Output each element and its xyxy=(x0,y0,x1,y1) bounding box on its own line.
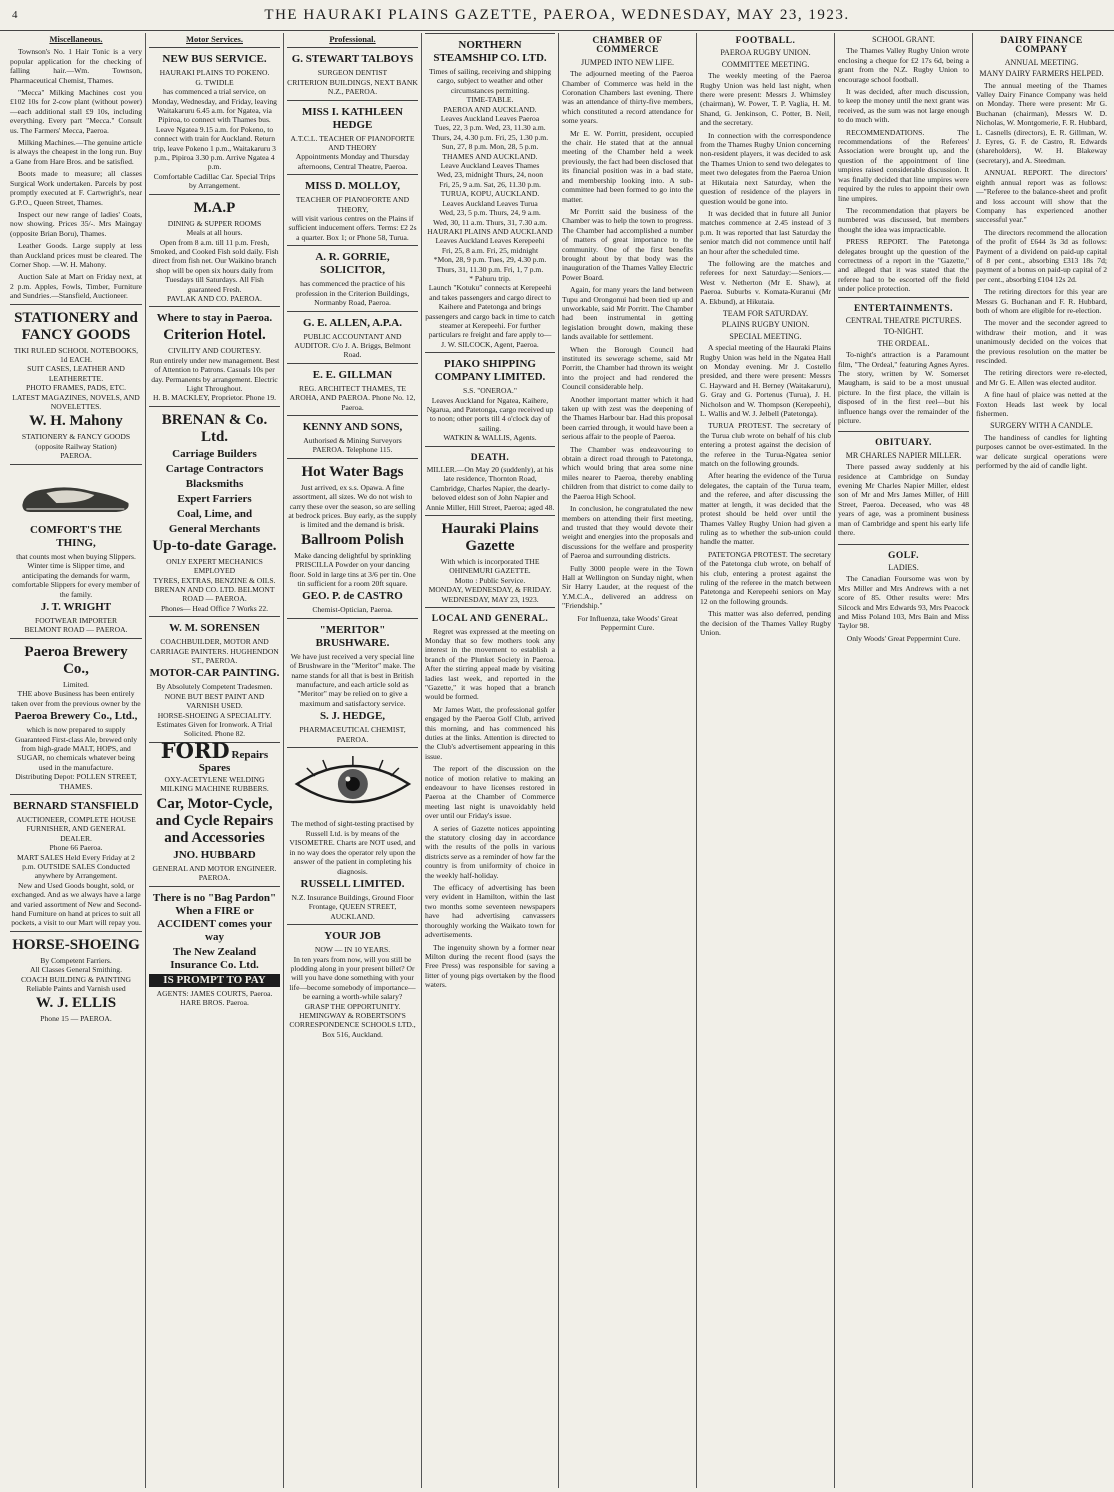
classified-item: Boots made to measure; all classes Surgical Work undertaken. Parcels by post promptly executed at F. Cartwright's, near G.P.O., Queen Street, Thames. xyxy=(10,169,142,207)
ad-text: New and Used Goods bought, sold, or exchanged. And as we always have a large and varied assortment of New and Second-hand Furniture on hand at prices to suit all pockets, a visit to our Mart will repay you. xyxy=(10,880,142,928)
ad-headline: COMFORT'S THE THING, xyxy=(29,524,122,550)
ad-line: TIKI RULED SCHOOL NOTEBOOKS, 1d EACH. xyxy=(13,345,139,364)
route-line: * Pahuru trip. xyxy=(469,273,511,283)
article-paragraph: It was decided that in future all Junior matches commence at 2.45 instead of 3 p.m. It was reported that last Saturday the senior match did not commence until half an hour after the scheduled time. xyxy=(700,208,831,256)
ad-line: Chemist-Optician, Paeroa. xyxy=(312,605,393,615)
accountant-card xyxy=(287,311,418,363)
article-paragraph: The following are the matches and referees for next Saturday:—Seniors.—West v. Netherton (Mr E. Shaw), at Paeroa. Suburbs v. Komata-Kuranui (Mr A. Ekbund), at Hikutaia. xyxy=(700,258,831,306)
piano-teacher-card xyxy=(287,174,418,245)
hot-water-bags-ad xyxy=(287,458,418,618)
article-heading: DAIRY FINANCE COMPANY xyxy=(1000,36,1083,56)
masthead-title: THE HAURAKI PLAINS GAZETTE, PAEROA, WEDNESDAY, MAY 23, 1923. xyxy=(264,7,850,23)
ad-headline: BRENAN & Co. Ltd. xyxy=(161,411,268,445)
ad-text: Appointments Monday and Thursday afternoons, Central Theatre, Paeroa. xyxy=(295,152,410,171)
ad-line: AUCTIONEER, COMPLETE HOUSE FURNISHER, AND GENERAL DEALER. xyxy=(16,814,136,843)
ad-text: that counts most when buying Slippers. Winter time is Slipper time, and anticipating the demands for warm, comfortable Slippers for every member of the family. xyxy=(12,552,140,599)
route-line: *Mon, 28, 9 p.m. Tues, 29, 4.30 p.m. xyxy=(433,255,547,265)
gazette-subtitle: With which is incorporated THE OHINEMURI GAZETTE. xyxy=(440,557,540,576)
ad-text: Open from 8 a.m. till 11 p.m. Fresh, Smoked, and Cooked Fish sold daily. Fish direct from fish net. Our Waikino branch shop will be open six hours daily from Tuesdays till Saturdays. All Fish guaranteed Fresh. xyxy=(150,237,279,294)
ad-line: PUBLIC ACCOUNTANT AND AUDITOR. C/o J. A. Briggs, Belmont Road. xyxy=(294,331,411,360)
article-subheading: SURGERY WITH A CANDLE. xyxy=(990,421,1093,431)
article-subheading: SCHOOL GRANT. xyxy=(872,35,935,44)
article-paragraph: Mr James Watt, the professional golfer engaged by the Paeroa Golf Club, arrived this morning, and has commenced his duties at the links. Attention is directed to the Club's advertisement appearing in this issue. xyxy=(425,704,555,761)
criterion-hotel-ad xyxy=(149,306,280,405)
ad-line: NOW — IN 10 YEARS. xyxy=(314,945,391,955)
ad-line: SUIT CASES, LEATHER AND LEATHERETTE. xyxy=(27,364,125,383)
article-paragraph: ANNUAL REPORT. The directors' eighth annual report was as follows:—"Referee to the balance-sheet and profit and loss account will show that the Company has experienced another successful year." xyxy=(976,168,1107,225)
ad-name: KENNY AND SONS, xyxy=(302,420,403,433)
ad-line: Carriage Builders xyxy=(172,447,257,460)
section-heading: Miscellaneous. xyxy=(49,34,103,44)
ad-name: G. TWIDLE xyxy=(195,77,234,87)
article-subheading: MR CHARLES NAPIER MILLER. xyxy=(845,450,962,460)
article-subheading: TEAM FOR SATURDAY. xyxy=(722,308,809,318)
ad-headline: NORTHERN STEAMSHIP CO. LTD. xyxy=(433,39,547,64)
route-line: Fri, 25, 9 a.m. Sat, 26, 11.30 p.m. xyxy=(439,179,541,189)
article-footer: For Influenza, take Woods' Great Peppermint Cure. xyxy=(577,613,678,632)
ad-headline: HORSE-SHOEING xyxy=(12,936,140,953)
surveyor-card xyxy=(287,415,418,458)
article-subheading: TO-NIGHT. xyxy=(883,327,924,337)
ad-text: which is now prepared to supply Guaranteed First-class Ale, brewed only from high-grade MALT, HOPS, and SUGAR, no chemicals whatever being used in the manufacture. xyxy=(14,725,138,772)
classified-item: Inspect our new range of ladies' Coats, now showing. Prices 35/-. Mrs Maingay (opposite Brian Boru), Thames. xyxy=(10,209,142,238)
article-paragraph: The Canadian Foursome was won by Mrs Miller and Mrs Andrews with a net score of 85. Other results were: Mrs Silcock and Mrs Edwards 93, Mrs Peacock and Miss Poland 103, Mrs Bain and Miss Taylor 98. xyxy=(838,574,969,631)
route-line: Sun, 27, 8 p.m. Mon, 28, 5 p.m. xyxy=(441,142,539,152)
correspondence-school-ad xyxy=(287,924,418,1042)
ad-line: CRITERION BUILDINGS, NEXT BANK N.Z., PAEROA. xyxy=(287,77,418,97)
classified-item: "Mecca" Milking Machines cost you £102 10s for 2-cow plant (without power)—each additional stall £9 10s, including everything. Every part "Mecca." Consult us. The Farmers' Mecca, Paeroa. xyxy=(10,88,142,135)
ad-line: Blacksmiths xyxy=(185,477,244,490)
ad-line: N.Z. Insurance Buildings, Ground Floor Frontage, QUEEN STREET, AUCKLAND. xyxy=(291,892,414,921)
ad-name: GEO. P. de CASTRO xyxy=(302,590,403,603)
ad-name: S. J. HEDGE, xyxy=(319,710,386,723)
column-football xyxy=(697,33,834,1488)
ad-line: HORSE-SHOEING A SPECIALITY. xyxy=(157,710,272,720)
ad-headline: Up-to-date Garage. xyxy=(152,537,277,554)
gazette-motto: Motto : Public Service. xyxy=(454,575,526,585)
ad-text: Times of sailing, receiving and shipping cargo, subject to weather and other circumstances permitting. xyxy=(428,67,552,95)
article-paragraph: The retiring directors were re-elected, and Mr G. E. Allen was elected auditor. xyxy=(976,368,1107,387)
ad-line: (opposite Railway Station) xyxy=(35,441,117,451)
article-paragraph: The weekly meeting of the Paeroa Rugby Union was held last night, when there were present: Messrs J. Whimsley (chairman), W. Power, T. P. Vaglia, H. M. Shand, G. Jenkinson, C. Potter, B. Neil, and the secretary. xyxy=(700,71,831,128)
ad-line: MOTOR-CAR PAINTING. xyxy=(149,667,280,680)
article-paragraph: The Thames Valley Rugby Union wrote enclosing a cheque for £2 17s 6d, being a grant from the N.Z. Rugby Union to encourage school football. xyxy=(838,46,969,84)
ad-headline: Car, Motor-Cycle, and Cycle Repairs and Accessories xyxy=(155,795,274,846)
ford-logo: FORD xyxy=(160,737,230,763)
column-motor-services xyxy=(146,33,283,1488)
article-paragraph: A fine haul of plaice was netted at the Foxton Heads last week by local fishermen. xyxy=(976,390,1107,419)
ad-name: Paeroa Brewery Co., Ltd., xyxy=(14,710,138,723)
ad-line: PHARMACEUTICAL CHEMIST, PAEROA. xyxy=(299,725,406,744)
article-paragraph: The retiring directors for this year are Messrs G. Buchanan and F. R. Hubbard, both of whom are eligible for re-election. xyxy=(976,287,1107,315)
ad-line: TEACHER OF PIANOFORTE AND THEORY, xyxy=(295,195,410,214)
ad-text: Make dancing delightful by sprinkling PRISCILLA Powder on your dancing floor. Sold in large tins at 3/6 per tin. One tin sufficient for a room 20ft square. xyxy=(289,550,416,588)
ad-name: A. R. GORRIE, SOLICITOR, xyxy=(315,251,390,277)
article-paragraph: This matter was also deferred, pending the decision of the Thames Valley Rugby Union. xyxy=(700,609,831,637)
ad-text: In ten years from now, will you still be plodding along in your present billet? Or will you have done something with your life—become somebody of importance—be earning a worth-while salary? xyxy=(289,954,416,1002)
route-name: PAEROA AND AUCKLAND. xyxy=(443,104,537,114)
article-heading: LOCAL AND GENERAL. xyxy=(431,614,549,625)
ad-text: has commenced the practice of his profession in the Criterion Buildings, Normanby Road, Paeroa. xyxy=(295,279,410,308)
ad-line: MART SALES Held Every Friday at 2 p.m. OUTSIDE SALES Conducted anywhere by Arrangement. xyxy=(17,852,135,881)
column-professional xyxy=(284,33,421,1488)
ad-line: DINING & SUPPER ROOMS xyxy=(167,218,262,228)
ad-line: S.S. "ONEROA." xyxy=(463,386,517,396)
ad-line: General Merchants xyxy=(168,522,261,535)
article-paragraph: The efficacy of advertising has been very evident in Hamilton, within the last two months some seventeen newspapers have had advertising canvassers thoroughly working the Waikato town for advertisements. xyxy=(425,883,555,940)
horse-shoeing-ad xyxy=(10,931,142,1027)
ad-line: H. B. MACKLEY, Proprietor. Phone 19. xyxy=(152,393,277,403)
article-paragraph: The mover and the seconder agreed to withdraw their motion, and it was unanimously decided on the voices that the previous resolution on the matter be rescinded. xyxy=(976,318,1107,365)
ad-line: By Absolutely Competent Tradesmen. xyxy=(156,682,273,692)
article-paragraph: To-night's attraction is a Paramount film, "The Ordeal," featuring Agnes Ayres. The story, written by W. Somerset Maugham, is said to be a most unusual picture. In the first place, the villain is disposed of in the first reel—but his influence hangs over the remainder of the picture. xyxy=(838,350,969,426)
optician-ad xyxy=(287,747,418,924)
article-paragraph: In connection with the correspondence from the Thames Rugby Union concerning non-resident players, it was decided to ask the Thames Union to send two delegates to meet two delegates from the Paeroa Union at Hikutaia next Saturday, when the question of residence of the players in question would be gone into. xyxy=(700,130,831,206)
route-name: HAURAKI PLAINS AND AUCKLAND xyxy=(427,226,553,236)
slipper-ad xyxy=(10,464,142,638)
ad-line: FOOTWEAR IMPORTER xyxy=(34,616,118,626)
route-line: Leave Auckland Leaves Thames xyxy=(440,161,540,171)
route-line: Thurs, 24, 4.30 p.m. Fri, 25, 1.30 p.m. xyxy=(431,132,549,142)
death-notice xyxy=(425,446,555,515)
ad-name: MISS I. KATHLEEN HEDGE xyxy=(302,105,403,131)
insurance-ad xyxy=(149,886,280,1011)
ad-name: G. E. ALLEN, A.P.A. xyxy=(303,316,402,329)
ad-line: Comfortable Cadillac Car. Special Trips by Arrangement. xyxy=(153,171,276,191)
ad-line: BELMONT ROAD — PAEROA. xyxy=(24,625,128,635)
ad-line: GRASP THE OPPORTUNITY. xyxy=(304,1001,401,1011)
article-paragraph: Mr Porritt said the business of the Chamber was to help the town to progress. The Chamber had accomplished a number of matters of great importance to the community. One of the first benefits brought about by that body was the inauguration of the Thames Valley Electric Power Board. xyxy=(562,206,693,282)
ad-line: OXY-ACETYLENE WELDING xyxy=(164,774,265,784)
ad-line: HAURAKI PLAINS TO POKENO. xyxy=(159,68,270,78)
article-paragraph: Regret was expressed at the meeting on Monday that so few mothers took any interest in the movement to establish a branch of the Plunket Society in Paeroa. After the stirring appeal made by visiting ladies last week, and reported in the "Gazette," it was hoped that a branch would be formed. xyxy=(425,626,555,702)
ford-ad xyxy=(149,737,280,886)
route-line: Leaves Auckland Leaves Turua xyxy=(442,198,538,208)
ad-line: COACH BUILDING & PAINTING xyxy=(20,974,132,984)
article-paragraph: Another important matter which it had taken up with zest was the deepening of the Thames Harbour bar. Had this proposal been carried through, it would have been a serious affair to the people of Paeroa. xyxy=(562,394,693,442)
classified-item: Townson's No. 1 Hair Tonic is a very popular application for the checking of falling hair.—Wm. Townson, Pharmaceutical Chemist, Thames. xyxy=(10,47,142,85)
ad-name: G. STEWART TALBOYS xyxy=(291,53,414,66)
stationery-ad xyxy=(10,304,142,464)
article-paragraph: Again, for many years the land between Tupu and Orongonui had been tied up and unworkable, said Mr Porritt. The Chamber had been instrumental in getting legislation brought down, making these lands available for settlement. xyxy=(562,285,693,342)
route-line: Wed, 23, 5 p.m. Thurs, 24, 9 a.m. xyxy=(439,208,541,218)
ad-headline: Repairs Spares xyxy=(198,748,269,774)
ad-line: J. W. SILCOCK, Agent, Paeroa. xyxy=(441,339,539,349)
article-subheading: THE ORDEAL. xyxy=(877,338,930,348)
column-entertainments xyxy=(835,33,972,1488)
ad-headline: There is no "Bag Pardon" When a FIRE or ACCIDENT comes your way xyxy=(152,891,277,943)
ad-name: The New Zealand Insurance Co. Ltd. xyxy=(170,945,259,971)
ad-name: JNO. HUBBARD xyxy=(173,848,256,861)
ad-name: Criterion Hotel. xyxy=(163,327,266,344)
architect-card xyxy=(287,363,418,415)
ad-line: HEMINGWAY & ROBERTSON'S CORRESPONDENCE SCHOOLS LTD., Box 516, Auckland. xyxy=(289,1010,416,1039)
slipper-illustration xyxy=(13,471,140,517)
article-footer: Only Woods' Great Peppermint Cure. xyxy=(846,633,961,643)
article-paragraph: Mr E. W. Porritt, president, occupied the chair. He stated that at the annual meeting of the Chamber held a week previously, the fact had been disclosed that its financial position was in a bad state, and membership looking into. A sub-committee had been formed to go into the matter. xyxy=(562,128,693,204)
ad-headline: Hot Water Bags xyxy=(301,463,404,480)
classified-item: Leather Goods. Large supply at less than Auckland prices must be cleared. The Corner Shop. —W. H. Mahony. xyxy=(10,241,142,269)
brushware-ad xyxy=(287,618,418,747)
ad-text: We have just received a very special line of Brushware in the "Meritor" make. The name stands for all that is best in British manufacture, and each article sold as "Meritor" may be relied on to give a maximum and satisfactory service. xyxy=(289,651,416,708)
ad-line: Meals at all hours. xyxy=(186,228,243,238)
ad-headline: STATIONERY and FANCY GOODS xyxy=(14,309,138,343)
ad-headline: W. M. SORENSEN xyxy=(169,622,260,635)
ad-name: RUSSELL LIMITED. xyxy=(300,877,405,890)
ad-text: THE above Business has been entirely taken over from the previous owner by the xyxy=(11,689,141,708)
ad-line: Phone 66 Paeroa. xyxy=(49,843,103,853)
ad-headline: YOUR JOB xyxy=(324,930,381,943)
article-heading: ENTERTAINMENTS. xyxy=(853,303,954,314)
ad-line: AGENTS: JAMES COURTS, Paeroa. HARE BROS. Paeroa. xyxy=(156,988,273,1007)
ad-line: PAEROA. xyxy=(60,451,92,461)
steamship-ad xyxy=(425,33,555,352)
article-heading: GOLF. xyxy=(888,550,919,561)
ad-line: By Competent Farriers. xyxy=(40,955,112,965)
section-heading: Motor Services. xyxy=(186,34,243,44)
ad-line: WATKIN & WALLIS, Agents. xyxy=(443,433,537,443)
column-miscellaneous xyxy=(7,33,145,1488)
ad-headline: BERNARD STANSFIELD xyxy=(13,799,139,812)
article-paragraph: There passed away suddenly at his residence at Cambridge on Sunday evening Mr Charles Napier Miller, eldest son of Mr and Mrs James Miller, of Hill Street, Paeroa. Deceased, who was 48 years of age, was a prominent business man of Cambridge and spent his early life there. xyxy=(838,462,969,538)
article-subheading: CENTRAL THEATRE PICTURES. xyxy=(845,315,962,325)
issue-date: WEDNESDAY, MAY 23, 1923. xyxy=(441,594,539,604)
ad-line: SURGEON DENTIST xyxy=(317,68,388,78)
route-line: Leaves Auckland Leaves Kerepeehi xyxy=(435,236,545,246)
article-subheading: LADIES. xyxy=(888,562,919,572)
ad-text: has commenced a trial service, on Monday, Wednesday, and Friday, leaving Waitakaruru 6.45 a.m. for Ngatea, via Pipiroa, to connect with Thames bus. Leave Ngatea 9.15 a.m. for Pokeno, to connect with train for Auckland. Return trip, leave Pokeno 1 p.m., Waitakaruru 3 p.m., Pipiroa 3.30 p.m. Arrive Ngatea 4 p.m. xyxy=(152,87,277,172)
article-paragraph: PATETONGA PROTEST. The secretary of the Patetonga club wrote, on behalf of his club, entering a protest against the ruling of the referee in the match between Patetonga and Kerepeehi seniors on May 12 on the following grounds. xyxy=(700,549,831,606)
brewery-ad xyxy=(10,638,142,794)
ad-name: E. E. GILLMAN xyxy=(312,368,393,381)
entertainments-section xyxy=(838,297,969,432)
article-paragraph: The report of the discussion on the notice of motion relative to making an endeavour to have licenses restored in Paeroa at the Chamber of Commerce meeting last night is unavoidably held over until our Friday's issue. xyxy=(425,764,555,821)
article-paragraph: PRESS REPORT. The Patetonga delegates brought up the question of the correctness of a report in the "Gazette," and alleged that it was stated that the referee had to be escorted off the field under police protection. xyxy=(838,237,969,294)
ad-line: All Classes General Smithing. xyxy=(30,965,122,975)
column-dairy-finance xyxy=(973,33,1110,1488)
masthead xyxy=(0,0,1114,31)
article-paragraph: The handiness of candles for lighting purposes cannot be over-estimated. In the war delicate surgical operations were performed by the aid of candle light. xyxy=(976,432,1107,471)
ad-headline: PIAKO SHIPPING COMPANY LIMITED. xyxy=(434,358,546,384)
article-paragraph: In conclusion, he congratulated the new members on attending their first meeting, and trusted that they would devote their weight and energies into the proposals and discussions for the welfare and prosperity of Paeroa and surrounding districts. xyxy=(562,504,693,561)
sorensen-ad xyxy=(149,616,280,742)
route-line: Leaves Auckland Leaves Paeroa xyxy=(440,114,540,124)
route-line: Fri, 25, 8 a.m. Fri, 25, midnight xyxy=(441,245,539,255)
article-subheading: COMMITTEE MEETING. xyxy=(721,59,810,69)
ad-text: Just arrived, ex s.s. Opawa. A fine assortment, all sizes. We do not wish to carry these over the season, so are selling at bedrock prices. Buy early, as the supply is limited and the demand is brisk. xyxy=(288,482,417,530)
ad-line: REG. ARCHITECT THAMES, TE AROHA, AND PAEROA. Phone No. 12, Paeroa. xyxy=(289,383,416,412)
article-paragraph: The ingenuity shown by a former near Milton during the recent flood (says the Free Press) was responsible for saving a litter of young pigs overtaken by the flood waters. xyxy=(425,942,555,990)
piako-shipping-ad xyxy=(425,352,555,445)
route-name: THAMES AND AUCKLAND. xyxy=(442,151,538,161)
ad-headline: Paeroa Brewery Co., xyxy=(24,643,128,677)
ad-line: Phones— Head Office 7 Works 22. xyxy=(160,603,269,613)
ad-line: TIME-TABLE. xyxy=(466,95,514,105)
dining-rooms-ad xyxy=(149,194,280,307)
article-subheading: PAEROA RUGBY UNION. xyxy=(720,48,811,58)
ad-line: Expert Farriers xyxy=(177,492,252,505)
route-name: TURUA, KOPU, AUCKLAND. xyxy=(440,189,540,199)
eye-illustration xyxy=(290,754,416,814)
section-heading: Professional. xyxy=(329,34,376,44)
classified-item: Milking Machines.—The genuine article is always the cheapest in the long run. Buy a Gane from Hare Bros. and be satisfied. xyxy=(10,138,142,166)
ad-text: Leaves Auckland for Ngatea, Kaihere, Ngarua, and Patetonga, cargo received up to noon; other ports till 4 o'clock day of sailing. xyxy=(426,395,554,433)
ad-line: STATIONERY & FANCY GOODS xyxy=(21,432,131,442)
ad-text: will visit various centres on the Plains if sufficient inducement offers. Terms: £2 2s a quarter. Box 1; or Phone 58, Turua. xyxy=(288,214,417,242)
ad-text: The method of sight-testing practised by Russell Ltd. is by means of the VISOMETRE. Charts are NOT used, and in no way does the operator rely upon the answer of the patient in completing his diagnosis. xyxy=(289,819,416,876)
classified-item: Auction Sale at Mart on Friday next, at 2 p.m. Apples, Fowls, Timber, Furniture and Sundries.—Stansfield, Auctioneer. xyxy=(10,272,142,301)
ad-line: Distributing Depot: POLLEN STREET, THAMES. xyxy=(15,772,137,791)
ad-line: CIVILITY AND COURTESY. xyxy=(168,346,261,356)
ad-line: COACHBUILDER, MOTOR AND CARRIAGE PAINTERS. HUGHENDON ST., PAEROA. xyxy=(150,637,279,666)
ad-line: NONE BUT BEST PAINT AND VARNISH USED. xyxy=(164,691,265,711)
article-subheading: ANNUAL MEETING. xyxy=(1004,57,1079,67)
article-paragraph: A series of Gazette notices appointing the statutory closing day in accordance with the results of the polls in various districts serve as a reminder of how far the country is from uniformity of choice in the weekly half-holiday. xyxy=(425,823,555,880)
article-heading: CHAMBER OF COMMERCE xyxy=(592,36,663,56)
ad-name: W. J. ELLIS xyxy=(35,995,117,1012)
ad-line: Cartage Contractors xyxy=(165,462,264,475)
ad-headline: W. H. Mahony xyxy=(29,413,123,430)
ad-line: Phone 15 — PAEROA. xyxy=(40,1014,112,1024)
ad-text: Run entirely under new management. Best of Attention to Patrons. Casuals 10s per day. Permanents by arrangement. Electric Light Throughout. xyxy=(149,355,280,393)
ad-line: Coal, Lime, and xyxy=(176,507,253,520)
stansfield-ad xyxy=(10,794,142,931)
ad-headline: NEW BUS SERVICE. xyxy=(162,53,267,66)
article-heading: FOOTBALL. xyxy=(735,36,796,46)
article-paragraph: The annual meeting of the Thames Valley Dairy Finance Company was held on Monday. There were present: Mr G. Buchanan (chairman), Messrs W. D. Nicholas, W. Montgomerie, F. R. Hubbard, L. Casnells (directors), E. R. Gillman, W. J. Eyres, G. F. de Castro, R. Edwards (shareholders), W. H. Blakeway (secretary), and A. Steedman. xyxy=(976,80,1107,165)
ad-headline: "MERITOR" BRUSHWARE. xyxy=(315,623,390,649)
ad-name: J. T. WRIGHT xyxy=(40,601,112,614)
gazette-title: Hauraki Plains Gazette xyxy=(441,521,539,555)
obituary-section xyxy=(838,431,969,543)
dentist-card xyxy=(287,47,418,99)
editorial-masthead xyxy=(425,515,555,607)
ad-headline: Ballroom Polish xyxy=(301,531,404,548)
ad-line: Authorised & Mining Surveyors PAEROA. Telephone 115. xyxy=(303,435,402,455)
article-subheading: JUMPED INTO NEW LIFE. xyxy=(580,57,675,67)
article-paragraph: The directors recommend the allocation of the profit of £644 3s 3d as follows: Payment of a dividend on paid-up capital of 8 per cent., absorbing £313 18s 7d; payment of a bonus on paid-up capital of 2 per cent., absorbing £104 12s 2d. xyxy=(976,227,1107,284)
article-paragraph: The adjourned meeting of the Paeroa Chamber of Commerce was held in the Coronation Chambers last evening. There was an attendance of thirty-five members, which constituted a record attendance for some years. xyxy=(562,69,693,126)
ad-line: Estimates Given for Ironwork. A Trial Solicited. Phone 82. xyxy=(156,720,273,739)
ad-line: BRENAN AND CO. LTD. BELMONT ROAD — PAEROA. xyxy=(154,585,275,604)
route-line: Wed, 30, 11 a.m. Thurs, 31, 7.30 a.m. xyxy=(432,217,548,227)
article-paragraph: After hearing the evidence of the Turua delegates, the captain of the Turua team, and the referee, and after discussing the matter at length, it was decided that the protest should be held over until the Thames Valley Rugby Union had given a ruling as to whether the sub-union could handle the matter. xyxy=(700,471,831,547)
piano-teacher-card xyxy=(287,100,418,175)
solicitor-card xyxy=(287,245,418,310)
article-paragraph: RECOMMENDATIONS. The recommendations of the Referees' Association were brought up, and the question of the appointment of line umpires raised considerable discussion. It was finally decided that line umpires were required by the rules to appoint their own line umpires. xyxy=(838,127,969,203)
article-subheading: PLAINS RUGBY UNION. xyxy=(721,320,810,330)
notice-text: MILLER.—On May 20 (suddenly), at his late residence, Thornton Road, Cambridge, Charles Napier, the dearly-beloved eldest son of John Napier and Annie Miller, Hill Street, Paeroa; aged 48. xyxy=(425,465,555,512)
ad-line: Reliable Paints and Varnish used xyxy=(26,984,126,994)
local-news xyxy=(425,607,555,995)
article-subheading: MANY DAIRY FARMERS HELPED. xyxy=(979,69,1104,79)
article-paragraph: TURUA PROTEST. The secretary of the Turua club wrote on behalf of his club entering a protest against the decision of the referee in the Turua-Ngatea senior match on the following grounds. xyxy=(700,421,831,469)
ad-line: GENERAL AND MOTOR ENGINEER. PAEROA. xyxy=(152,863,277,883)
column-shipping-and-news xyxy=(422,33,558,1488)
ad-line: ONLY EXPERT MECHANICS EMPLOYED xyxy=(166,556,263,576)
article-subheading: SPECIAL MEETING. xyxy=(729,331,802,341)
ad-line: IS PROMPT TO PAY xyxy=(149,974,280,987)
ad-line: MILKING MACHINE RUBBERS. xyxy=(160,784,269,794)
article-paragraph: The Chamber was endeavouring to obtain a direct road through to Patetonga, which would bring that area some nine miles nearer to Paeroa, thereby enabling children from that district to come daily to the Paeroa High School. xyxy=(562,444,693,501)
page-number: 4 xyxy=(12,9,19,21)
article-paragraph: Fully 3000 people were in the Town Hall at Wellington on Sunday night, when Sir Harry Lauder, at the request of the Y.M.C.A., delivered an address on "Friendship." xyxy=(562,563,693,611)
article-paragraph: The recommendation that players be numbered was discussed, but members thought the idea was impracticable. xyxy=(838,205,969,234)
ad-line: TYRES, EXTRAS, BENZINE & OILS. xyxy=(153,575,276,585)
article-paragraph: When the Borough Council had instituted its sewerage scheme, said Mr Porritt, the Chamber had thrown its weight into the project and had rendered the Council considerable help. xyxy=(562,344,693,392)
ad-line: A.T.C.L. TEACHER OF PIANOFORTE AND THEORY xyxy=(290,133,415,153)
article-paragraph: It was decided, after much discussion, to keep the money until the next grant was received, as the sum was not large enough to do much with. xyxy=(838,87,969,125)
column-chamber-of-commerce xyxy=(559,33,696,1488)
bus-service-ad xyxy=(149,47,280,193)
notice-heading: DEATH. xyxy=(470,452,510,463)
ad-line: PAVLAK AND CO. PAEROA. xyxy=(167,293,262,303)
article-heading: OBITUARY. xyxy=(875,438,932,449)
golf-section xyxy=(838,544,969,647)
ad-line: LATEST MAGAZINES, NOVELS, AND NOVELETTES. xyxy=(12,392,140,411)
ad-text: Launch "Kotuku" connects at Kerepeehi and takes passengers and cargo direct to Kaihere and Patetonga and brings passengers and cargo back in time to catch steamer at Kerepeehi. For further particulars re freight and fare apply to— xyxy=(425,283,555,340)
ad-line: PHOTO FRAMES, PADS, ETC. xyxy=(25,383,126,393)
ad-headline: Where to stay in Paeroa. xyxy=(156,312,273,325)
route-line: Wed, 23, midnight Thurs, 24, noon xyxy=(436,170,544,180)
ad-line: Limited. xyxy=(63,679,89,689)
brenan-ad xyxy=(149,406,280,616)
ad-headline: M.A.P xyxy=(193,199,236,216)
article-paragraph: A special meeting of the Hauraki Plains Rugby Union was held in the Ngatea Hall on Monday evening. Mr J. Costello presided, and there were present: Messrs C. Hayward and H. Berney (Waitakaruru), G. Gray and G. Portenus (Turua), J. H. Nicholson and W. Thompson (Kerepeehi), L. Wallis and W. J. Jelbell (Patetonga). xyxy=(700,343,831,419)
route-line: Thurs, 31, 11.30 p.m. Fri, 1, 7 p.m. xyxy=(436,264,544,274)
route-line: Tues, 22, 3 p.m. Wed, 23, 11.30 a.m. xyxy=(434,123,546,133)
ad-name: MISS D. MOLLOY, xyxy=(305,180,400,193)
gazette-days: MONDAY, WEDNESDAY, & FRIDAY. xyxy=(428,585,552,595)
